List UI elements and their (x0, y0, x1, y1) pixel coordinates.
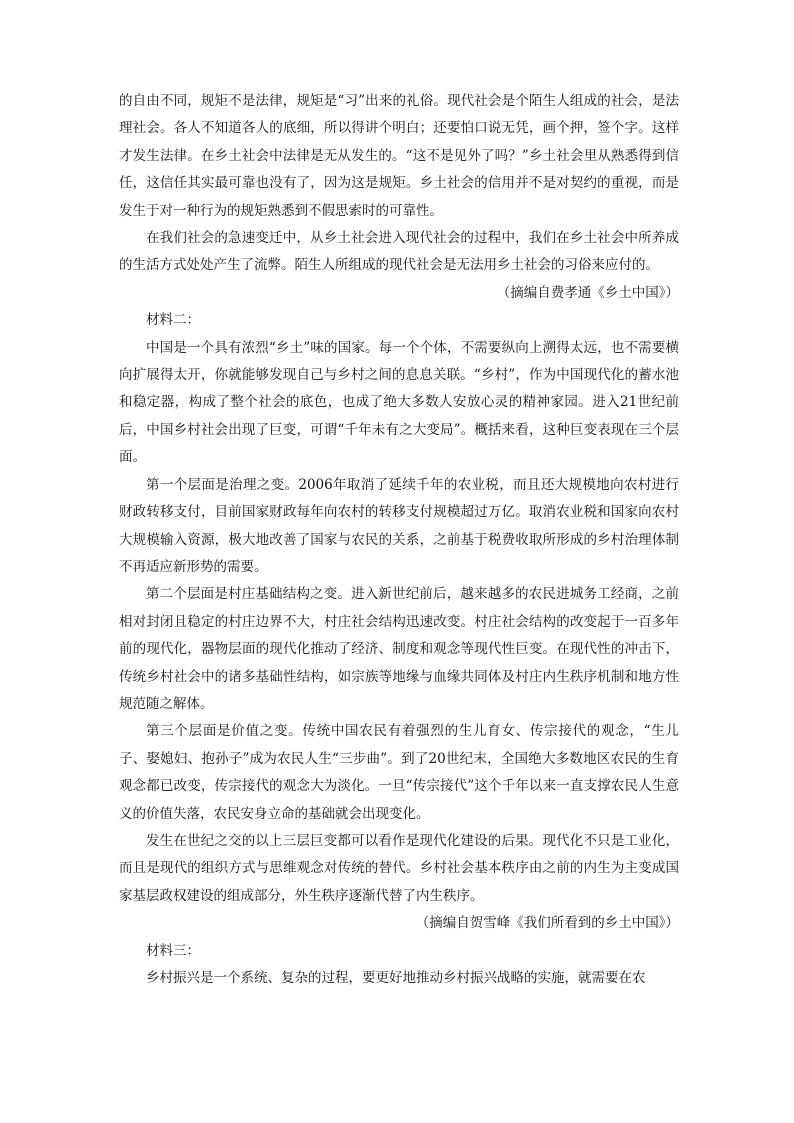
section-label-material-2: 材料二： (146, 312, 200, 329)
paragraph-7: 发生在世纪之交的以上三层巨变都可以看作是现代化建设的后果。现代化不只是工业化，而且是现代的组织方式与思维观念对传统的替代。乡村社会基本秩序由之前的内生为主变成国家基层政权建设的组成部分，外生秩序逐渐代替了内生秩序。 (119, 832, 679, 904)
paragraph-8: 乡村振兴是一个系统、复杂的过程，要更好地推动乡村振兴战略的实施，就需要在农 (146, 970, 646, 986)
paragraph-1: 的自由不同，规矩不是法律，规矩是“习”出来的礼俗。现代社会是个陌生人组成的社会，是法理社会。各人不知道各人的底细，所以得讲个明白；还要怕口说无凭，画个押，签个字。这样才发生法律。在乡土社会中法律是无从发生的。“这不是见外了吗？”乡土社会里从熟悉得到信任，这信任其实最可靠也没有了，因为这是规矩。乡土社会的信用并不是对契约的重视，而是发生于对一种行为的规矩熟悉到不假思索时的可靠性。 (119, 93, 679, 219)
paragraph-2: 在我们社会的急速变迁中，从乡土社会进入现代社会的过程中，我们在乡土社会中所养成的生活方式处处产生了流弊。陌生人所组成的现代社会是无法用乡土社会的习俗来应付的。 (119, 230, 679, 274)
paragraph-5: 第二个层面是村庄基础结构之变。进入新世纪前后，越来越多的农民进城务工经商，之前相对封闭且稳定的村庄边界不大，村庄社会结构迅速改变。村庄社会结构的改变起于一百多年前的现代化，器物层面的现代化推动了经济、制度和观念等现代性巨变。在现代性的冲击下，传统乡村社会中的诸多基础性结构，如宗族等地缘与血缘共同体及村庄内生秩序机制和地方性规范随之解体。 (119, 586, 679, 712)
source-citation-2: （摘编自贺雪峰《我们所看到的乡土中国》） (415, 915, 679, 932)
source-citation-1: （摘编自费孝通《乡土中国》） (496, 284, 679, 301)
section-label-material-3: 材料三： (146, 942, 200, 959)
paragraph-3: 中国是一个具有浓烈“乡土”味的国家。每一个个体，不需要纵向上溯得太远，也不需要横向扩展得太开，你就能够发现自己与乡村之间的息息关联。“乡村”，作为中国现代化的蓄水池和稳定器，构成了整个社会的底色，也成了绝大多数人安放心灵的精神家园。进入21世纪前后，中国乡村社会出现了巨变，可谓“千年未有之大变局”。概括来看，这种巨变表现在三个层面。 (119, 339, 679, 466)
paragraph-4: 第一个层面是治理之变。2006年取消了延续千年的农业税，而且还大规模地向农村进行财政转移支付，目前国家财政每年向农村的转移支付规模超过万亿。取消农业税和国家向农村大规模输入资源，极大地改善了国家与农民的关系，之前基于税费收取所形成的乡村治理体制不再适应新形势的需要。 (119, 476, 679, 575)
document-page (119, 88, 679, 992)
paragraph-6: 第三个层面是价值之变。传统中国农民有着强烈的生儿育女、传宗接代的观念，“生儿子、娶媳妇、抱孙子”成为农民人生“三步曲”。到了20世纪末，全国绝大多数地区农民的生育观念都已改变，传宗接代的观念大为淡化。一旦“传宗接代”这个千年以来一直支撑农民人生意义的价值失落，农民安身立命的基础就会出现变化。 (119, 723, 679, 822)
